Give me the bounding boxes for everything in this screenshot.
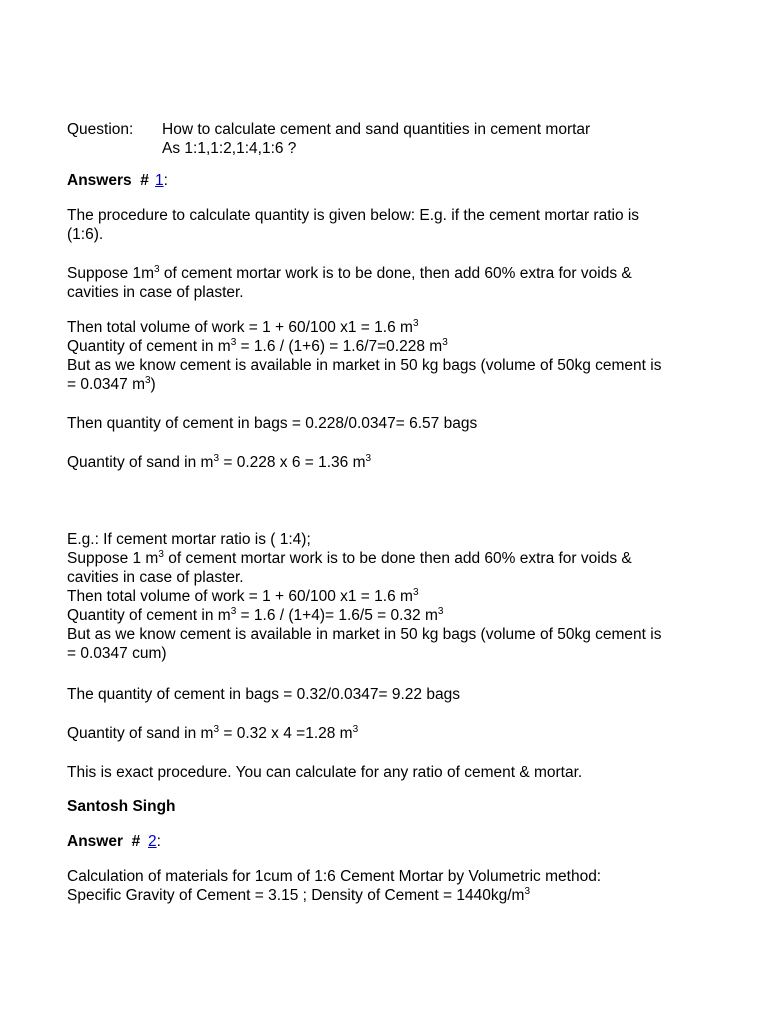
- intro-line-1: The procedure to calculate quantity is given below: E.g. if the cement mortar ratio is: [67, 207, 640, 224]
- market-text-1: But as we know cement is available in market in 50 kg bags (volume of 50kg cement is: [67, 357, 662, 374]
- superscript-3: 3: [230, 606, 237, 617]
- superscript-3: 3: [412, 587, 419, 598]
- suppose-text-c: cavities in case of plaster.: [67, 284, 244, 301]
- intro-line-2: (1:6).: [67, 226, 104, 243]
- example-2-cement-a: Quantity of cement in m: [67, 607, 231, 624]
- example-2-market-2: = 0.0347 cum): [67, 645, 167, 662]
- superscript-3: 3: [524, 886, 531, 897]
- example-2-suppose-c: cavities in case of plaster.: [67, 569, 244, 586]
- author-name: Santosh Singh: [67, 798, 176, 815]
- suppose-text-b: of cement mortar work is to be done, then add 60% extra for voids &: [159, 265, 632, 282]
- example-2-intro: E.g.: If cement mortar ratio is ( 1:4);: [67, 531, 311, 548]
- suppose-text-a: Suppose 1m: [67, 265, 155, 282]
- example-2-suppose-a: Suppose 1 m: [67, 550, 159, 567]
- answer-2-hash: #: [131, 833, 141, 850]
- question-block: [67, 120, 707, 158]
- answer-1-colon: :: [163, 172, 168, 189]
- question-label: Question:: [67, 121, 134, 138]
- answer-2-label: Answer: [67, 833, 123, 850]
- example-2-sand-a: Quantity of sand in m: [67, 725, 214, 742]
- market-text-2a: = 0.0347 m: [67, 376, 145, 393]
- superscript-3: 3: [158, 549, 164, 560]
- sand-text-a: Quantity of sand in m: [67, 454, 214, 471]
- answer-1-link-wrap: [155, 171, 168, 190]
- answer-2-body: [67, 867, 707, 905]
- example-2-total: Then total volume of work = 1 + 60/100 x1 = 1.6 m: [67, 588, 413, 605]
- sand-text-b: = 0.228 x 6 = 1.36 m: [219, 454, 366, 471]
- superscript-3: 3: [144, 375, 151, 386]
- answer-2-colon: :: [156, 833, 161, 850]
- answer-1-link[interactable]: 1: [155, 172, 164, 189]
- superscript-3: 3: [213, 453, 220, 464]
- answer-1-intro: [67, 206, 707, 244]
- superscript-3: 3: [230, 337, 237, 348]
- example-2-bags: The quantity of cement in bags = 0.32/0.0347= 9.22 bags: [67, 686, 460, 703]
- example-2-sand: [67, 724, 707, 743]
- answer-2-link-wrap: [148, 832, 161, 851]
- answer-1-bags: Then quantity of cement in bags = 0.228/0.0347= 6.57 bags: [67, 415, 478, 432]
- cement-qty-text-b: = 1.6 / (1+6) = 1.6/7=0.228 m: [236, 338, 443, 355]
- exact-procedure-text: This is exact procedure. You can calculate for any ratio of cement & mortar.: [67, 764, 583, 781]
- market-text-2b: ): [150, 376, 156, 393]
- answer-2-link[interactable]: 2: [148, 833, 157, 850]
- superscript-3: 3: [442, 337, 448, 348]
- answer-1-hash: #: [140, 172, 149, 189]
- example-2-suppose-b: of cement mortar work is to be done then add 60% extra for voids &: [163, 550, 632, 567]
- answer-1-label: Answers: [67, 172, 132, 189]
- superscript-3: 3: [154, 264, 160, 275]
- question-ratios: As 1:1,1:2,1:4,1:6 ?: [162, 140, 297, 157]
- example-2-market-1: But as we know cement is available in market in 50 kg bags (volume of 50kg cement is: [67, 626, 662, 643]
- cement-qty-text-a: Quantity of cement in m: [67, 338, 231, 355]
- superscript-3: 3: [213, 724, 220, 735]
- superscript-3: 3: [412, 318, 419, 329]
- answer-2-line-2: Specific Gravity of Cement = 3.15 ; Density of Cement = 1440kg/m: [67, 887, 525, 904]
- answer-2-line-1: Calculation of materials for 1cum of 1:6 Cement Mortar by Volumetric method:: [67, 868, 602, 885]
- example-2-cement-b: = 1.6 / (1+4)= 1.6/5 = 0.32 m: [236, 607, 438, 624]
- question-text: How to calculate cement and sand quantities in cement mortar: [162, 121, 591, 138]
- total-volume-text: Then total volume of work = 1 + 60/100 x1 = 1.6 m: [67, 319, 413, 336]
- superscript-3: 3: [365, 453, 372, 464]
- example-2-sand-b: = 0.32 x 4 =1.28 m: [219, 725, 353, 742]
- answer-2-heading: [67, 832, 707, 851]
- superscript-3: 3: [352, 724, 359, 735]
- answer-1-calculation: [67, 318, 707, 394]
- example-2-block: [67, 530, 707, 663]
- superscript-3: 3: [437, 606, 444, 617]
- answer-1-sand: [67, 453, 707, 472]
- answer-1-suppose: [67, 264, 707, 302]
